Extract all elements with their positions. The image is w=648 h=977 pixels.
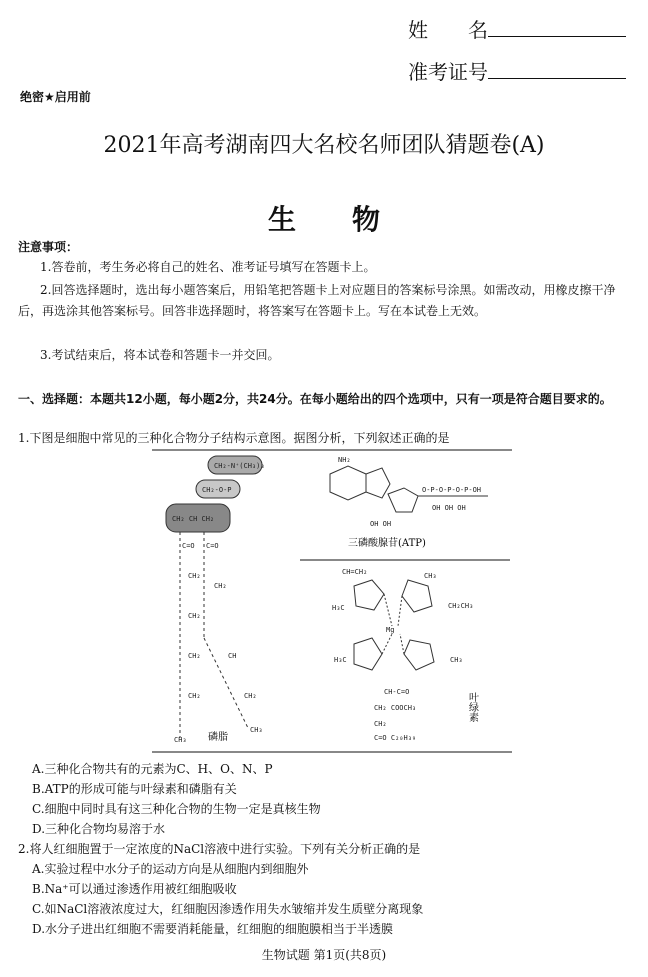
q1-option-d: D.三种化合物均易溶于水 xyxy=(32,822,166,836)
svg-text:C=O: C=O xyxy=(182,542,195,550)
exam-id-label: 准考证号 xyxy=(408,60,488,84)
exam-id-field xyxy=(408,56,626,85)
chlorophyll-label: 叶绿素 xyxy=(466,692,478,722)
page-footer: 生物试题 第1页(共8页) xyxy=(261,948,387,962)
chlorophyll-structure xyxy=(332,568,479,742)
svg-text:C=O C₂₀H₃₉: C=O C₂₀H₃₉ xyxy=(374,734,417,742)
svg-text:CH₂ CH CH₂: CH₂ CH CH₂ xyxy=(172,515,215,523)
section-1-heading: 一、选择题：本题共12小题，每小题2分，共24分。在每小题给出的四个选项中，只有一项是符合题目要求的。 xyxy=(18,392,612,406)
notes-heading: 注意事项： xyxy=(18,240,79,254)
svg-text:CH=CH₂: CH=CH₂ xyxy=(342,568,368,576)
secret-mark: 绝密★启用前 xyxy=(20,90,91,104)
svg-text:CH₂: CH₂ xyxy=(214,582,227,590)
exam-id-line xyxy=(488,56,626,79)
q1-option-c: C.细胞中同时具有这三种化合物的生物一定是真核生物 xyxy=(32,802,321,816)
svg-text:CH₂: CH₂ xyxy=(188,612,201,620)
svg-text:CH₂ COOCH₃: CH₂ COOCH₃ xyxy=(374,704,417,712)
q2-option-c: C.如NaCl溶液浓度过大，红细胞因渗透作用失水皱缩并发生质壁分离现象 xyxy=(32,902,424,916)
phospholipid-structure xyxy=(166,456,265,744)
svg-text:H₃C: H₃C xyxy=(332,604,345,612)
subject-title: 生物 xyxy=(267,203,436,236)
q1-figure xyxy=(152,448,512,756)
q2-stem: 2.将人红细胞置于一定浓度的NaCl溶液中进行实验。下列有关分析正确的是 xyxy=(18,842,421,856)
svg-text:CH: CH xyxy=(228,652,237,660)
name-field xyxy=(408,14,626,43)
svg-text:NH₂: NH₂ xyxy=(338,456,351,464)
q1-option-b: B.ATP的形成可能与叶绿素和磷脂有关 xyxy=(32,782,237,796)
note-1: 1.答卷前，考生务必将自己的姓名、准考证号填写在答题卡上。 xyxy=(40,260,376,274)
svg-text:CH₂: CH₂ xyxy=(188,652,201,660)
q2-option-a: A.实验过程中水分子的运动方向是从细胞内到细胞外 xyxy=(32,862,309,876)
svg-text:C=O: C=O xyxy=(206,542,219,550)
svg-text:H₃C: H₃C xyxy=(334,656,347,664)
q1-stem: 1.下图是细胞中常见的三种化合物分子结构示意图。据图分析，下列叙述正确的是 xyxy=(18,431,450,445)
svg-text:CH₂CH₃: CH₂CH₃ xyxy=(448,602,474,610)
svg-text:CH₂: CH₂ xyxy=(244,692,257,700)
note-2: 2.回答选择题时，选出每小题答案后，用铅笔把答题卡上对应题目的答案标号涂黑。如需改动，用橡皮擦干净后，再选涂其他答案标号。回答非选择题时，将答案写在答题卡上。写在本试卷上无效。 xyxy=(18,283,616,318)
note-3: 3.考试结束后，将本试卷和答题卡一并交回。 xyxy=(40,348,280,362)
atp-structure xyxy=(330,456,488,549)
svg-text:CH₃: CH₃ xyxy=(174,736,187,744)
svg-text:CH-C=O: CH-C=O xyxy=(384,688,410,696)
svg-text:CH₃: CH₃ xyxy=(450,656,463,664)
exam-title: 2021年高考湖南四大名校名师团队猜题卷(A) xyxy=(103,133,545,158)
name-line xyxy=(488,14,626,37)
svg-text:O-P-O-P-O-P-OH: O-P-O-P-O-P-OH xyxy=(422,486,482,494)
name-label: 姓 名 xyxy=(408,18,488,42)
svg-text:CH₂-N⁺(CH₃)₃: CH₂-N⁺(CH₃)₃ xyxy=(214,462,265,470)
svg-text:CH₂: CH₂ xyxy=(188,692,201,700)
atp-label: 三磷酸腺苷(ATP) xyxy=(348,538,426,549)
svg-text:OH OH OH: OH OH OH xyxy=(432,504,466,512)
svg-text:CH₂: CH₂ xyxy=(188,572,201,580)
phospholipid-label: 磷脂 xyxy=(208,732,228,743)
molecule-diagram xyxy=(152,448,512,756)
svg-text:CH₂-O-P: CH₂-O-P xyxy=(202,486,232,494)
q2-option-b: B.Na⁺可以通过渗透作用被红细胞吸收 xyxy=(32,882,237,896)
svg-text:CH₃: CH₃ xyxy=(424,572,437,580)
svg-text:OH OH: OH OH xyxy=(370,520,392,528)
svg-text:CH₂: CH₂ xyxy=(374,720,387,728)
q1-option-a: A.三种化合物共有的元素为C、H、O、N、P xyxy=(32,762,273,776)
svg-text:CH₃: CH₃ xyxy=(250,726,263,734)
svg-text:Mg: Mg xyxy=(386,626,395,634)
q2-option-d: D.水分子进出红细胞不需要消耗能量，红细胞的细胞膜相当于半透膜 xyxy=(32,922,394,936)
